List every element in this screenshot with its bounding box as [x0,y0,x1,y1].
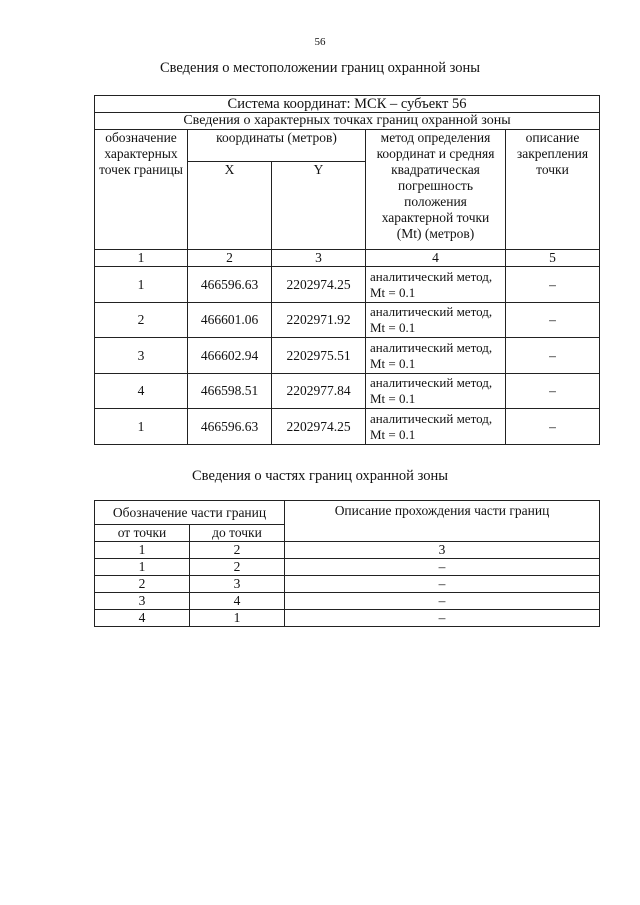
header-x: X [188,162,272,250]
coordinates-table [94,95,600,445]
table-row [95,576,600,593]
header-to-point: до точки [190,525,285,542]
boundary-parts-table [94,500,600,627]
part-description: – [285,593,600,610]
x-coordinate: 466601.06 [188,303,272,338]
part-description: – [285,559,600,576]
point-id: 1 [95,267,188,303]
to-point: 1 [190,610,285,627]
parts-title: Сведения о частях границ охранной зоны [192,468,448,484]
table-row [95,303,600,338]
x-coordinate: 466596.63 [188,267,272,303]
coordinate-system: Система координат: МСК – субъект 56 [95,96,600,113]
table-row [95,374,600,409]
y-coordinate: 2202975.51 [272,338,366,374]
x-coordinate: 466596.63 [188,409,272,445]
header-method: метод определения координат и средняя квадратическая погрешность положения характерной точки (Mt) (метров) [366,130,506,250]
y-coordinate: 2202971.92 [272,303,366,338]
from-point: 3 [95,593,190,610]
column-number: 5 [506,250,600,267]
method: аналитический метод, Mt = 0.1 [366,267,506,303]
table-row [95,593,600,610]
to-point: 2 [190,559,285,576]
point-id: 2 [95,303,188,338]
from-point: 4 [95,610,190,627]
column-number: 2 [190,542,285,559]
header-coordinates: координаты (метров) [188,130,366,162]
y-coordinate: 2202974.25 [272,267,366,303]
column-number: 2 [188,250,272,267]
column-number: 3 [285,542,600,559]
x-coordinate: 466602.94 [188,338,272,374]
table-row [95,559,600,576]
method: аналитический метод, Mt = 0.1 [366,338,506,374]
header-point-designation: обозначение характерных точек границы [95,130,188,250]
location-title: Сведения о местоположении границ охранной зоны [159,60,480,76]
header-from-point: от точки [95,525,190,542]
table-subtitle: Сведения о характерных точках границ охранной зоны [95,113,600,130]
table-row [95,610,600,627]
header-part-description: Описание прохождения части границ [285,501,600,542]
page-number: 56 [314,36,326,48]
y-coordinate: 2202977.84 [272,374,366,409]
column-number: 1 [95,250,188,267]
point-id: 1 [95,409,188,445]
y-coordinate: 2202974.25 [272,409,366,445]
column-number: 1 [95,542,190,559]
point-description: – [506,374,600,409]
header-part-designation: Обозначение части границ [95,501,285,525]
x-coordinate: 466598.51 [188,374,272,409]
to-point: 4 [190,593,285,610]
to-point: 3 [190,576,285,593]
header-description: описание закрепления точки [506,130,600,250]
method: аналитический метод, Mt = 0.1 [366,409,506,445]
from-point: 1 [95,559,190,576]
point-description: – [506,338,600,374]
table-row [95,338,600,374]
table-row [95,409,600,445]
point-id: 3 [95,338,188,374]
method: аналитический метод, Mt = 0.1 [366,303,506,338]
from-point: 2 [95,576,190,593]
part-description: – [285,576,600,593]
column-number: 3 [272,250,366,267]
point-description: – [506,303,600,338]
method: аналитический метод, Mt = 0.1 [366,374,506,409]
header-y: Y [272,162,366,250]
table-row [95,267,600,303]
point-id: 4 [95,374,188,409]
column-number: 4 [366,250,506,267]
part-description: – [285,610,600,627]
point-description: – [506,409,600,445]
point-description: – [506,267,600,303]
